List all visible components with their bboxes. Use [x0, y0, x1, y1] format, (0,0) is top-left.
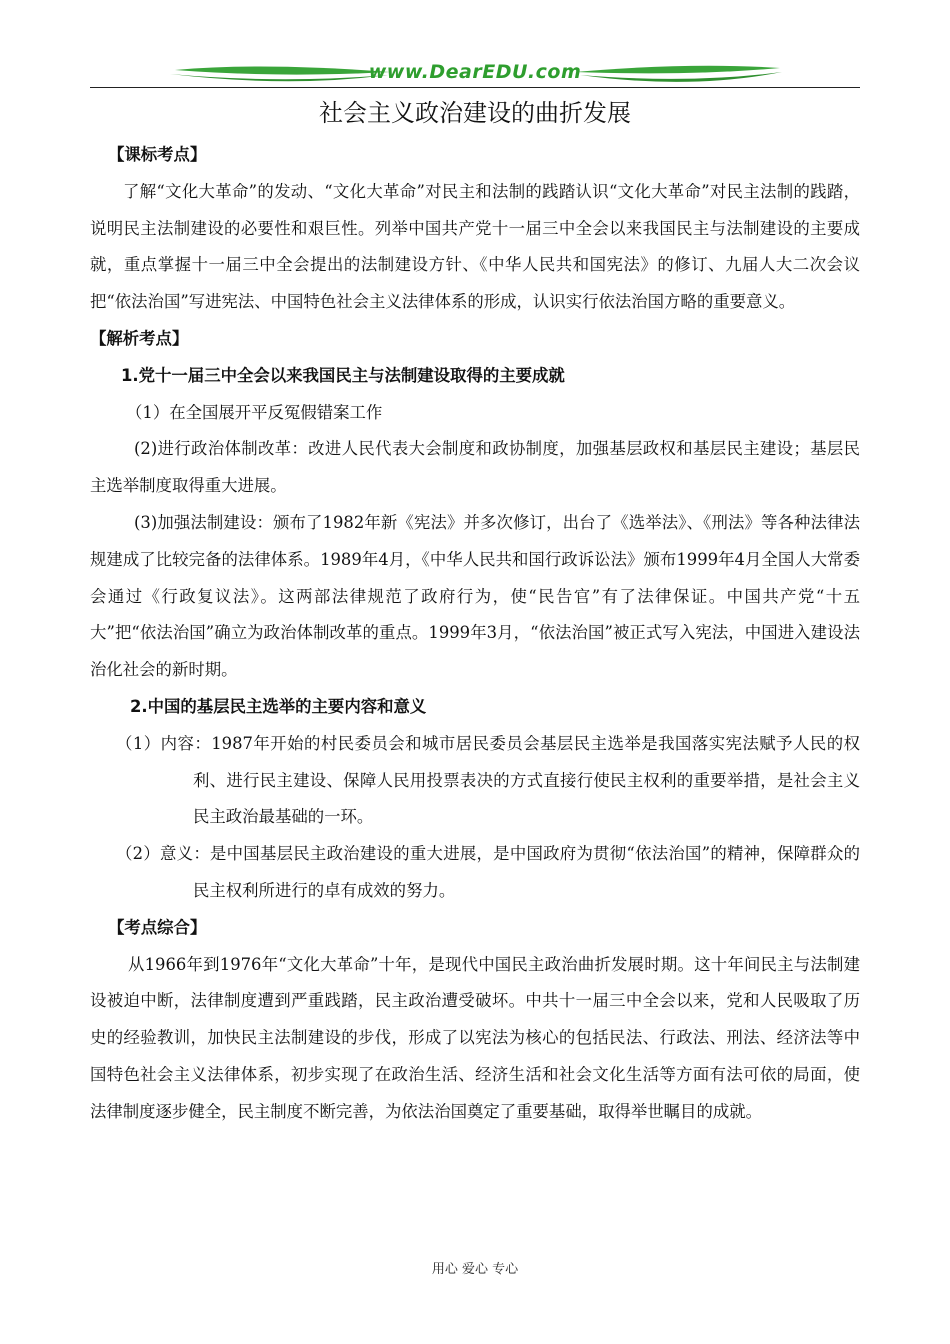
document-body — [90, 137, 860, 1131]
kebiao-paragraph: 了解“文化大革命”的发动、“文化大革命”对民主和法制的践踏认识“文化大革命”对民主法制的践踏，说明民主法制建设的必要性和艰巨性。列举中国共产党十一届三中全会以来我国民主与法制建设的主要成就，重点掌握十一届三中全会提出的法制建设方针、《中华人民共和国宪法》的修订、九届人大二次会议把“依法治国”写进宪法、中国特色社会主义法律体系的形成，认识实行依法治国方略的重要意义。 — [90, 181, 860, 312]
grassroots-content-item: （1）内容：1987年开始的村民委员会和城市居民委员会基层民主选举是我国落实宪法赋予人民的权利、进行民主建设、保障人民用投票表决的方式直接行使民主权利的重要举措，是社会主义民主政治最基础的一环。 — [116, 733, 860, 827]
section-heading-kebiao: 【课标考点】 — [108, 145, 207, 164]
section-heading-jiexi: 【解析考点】 — [90, 328, 189, 348]
page-footer: 用心 爱心 专心 — [431, 1262, 519, 1277]
zonghe-paragraph: 从1966年到1976年“文化大革命”十年，是现代中国民主政治曲折发展时期。这十年间民主与法制建设被迫中断，法律制度遭到严重践踏，民主政治遭受破坏。中共十一届三中全会以来，党和人民吸取了历史的经验教训，加快民主法制建设的步伐，形成了以宪法为核心的包括民法、行政法、刑法、经济法等中国特色社会主义法律体系，初步实现了在政治生活、经济生活和社会文化生活等方面有法可依的局面，使法律制度逐步健全，民主制度不断完善，为依法治国奠定了重要基础，取得举世瞩目的成就。 — [90, 954, 860, 1121]
grassroots-meaning-item: （2）意义：是中国基层民主政治建设的重大进展，是中国政府为贯彻“依法治国”的精神，保障群众的民主权利所进行的卓有成效的努力。 — [116, 844, 860, 900]
header-rule — [90, 87, 860, 88]
subheading-grassroots: 2.中国的基层民主选举的主要内容和意义 — [130, 696, 427, 716]
achievement-item-1: （1）在全国展开平反冤假错案工作 — [126, 402, 383, 422]
achievement-item-3: (3)加强法制建设：颁布了1982年新《宪法》并多次修订，出台了《选举法》、《刑法》等各种法律法规建成了比较完备的法律体系。1989年4月，《中华人民共和国行政诉讼法》颁布1999年4月全国人大常委会通过《行政复议法》。这两部法律规范了政府行为，使“民告官”有了法律保证。中国共产党“十五大”把“依法治国”确立为政治体制改革的重点。1999年3月，“依法治国”被正式写入宪法，中国进入建设法治化社会的新时期。 — [90, 512, 860, 680]
page-title: 社会主义政治建设的曲折发展 — [319, 99, 631, 127]
subheading-achievements: 1.党十一届三中全会以来我国民主与法制建设取得的主要成就 — [121, 365, 565, 385]
site-url[interactable]: www.DearEDU.com — [368, 61, 582, 83]
achievement-item-2: (2)进行政治体制改革：改进人民代表大会制度和政协制度，加强基层政权和基层民主建设；基层民主选举制度取得重大进展。 — [90, 439, 860, 496]
section-heading-zonghe: 【考点综合】 — [108, 917, 207, 937]
